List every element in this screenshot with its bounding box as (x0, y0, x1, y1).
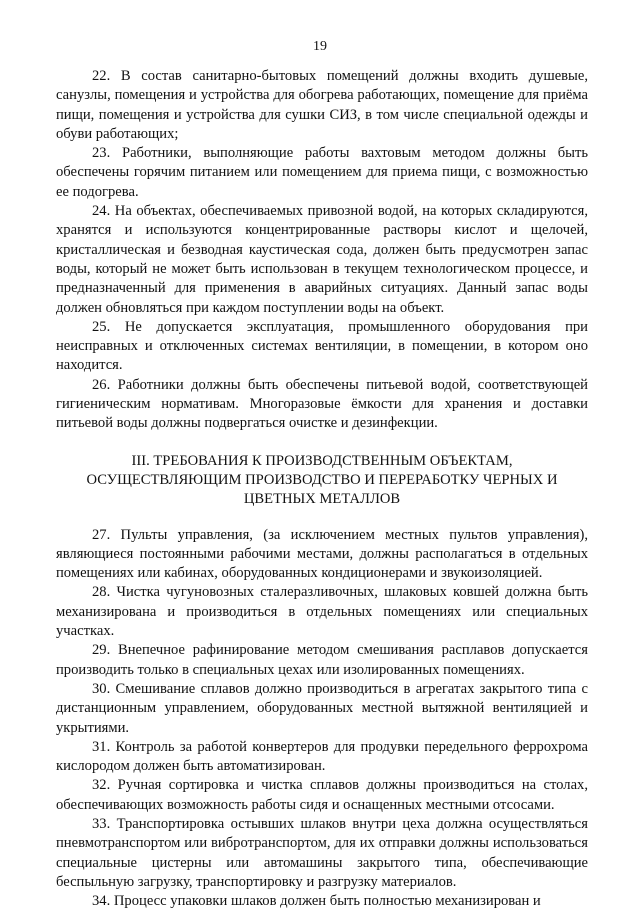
paragraph-25: 25. Не допускается эксплуатация, промышленного оборудования при неисправных и отключенных системах вентиляции, в помещении, в котором оно находится. (56, 318, 588, 374)
section-heading-line: ЦВЕТНЫХ МЕТАЛЛОВ (243, 491, 401, 508)
paragraph-32: 32. Ручная сортировка и чистка сплавов должны производиться на столах, обеспечивающих возможность работы сидя и оснащенных местными отсосами. (56, 777, 588, 813)
paragraph-22: 22. В состав санитарно-бытовых помещений должны входить душевые, санузлы, помещения и устройства для обогрева работающих, помещение для приёма пищи, помещения и устройства для сушки СИЗ, в том числе специальной одежды и обуви работающих; (56, 68, 588, 142)
paragraph-23: 23. Работники, выполняющие работы вахтовым методом должны быть обеспечены горячим питанием или помещением для приема пищи, с возможностью ее подогрева. (56, 145, 588, 200)
section-heading (56, 452, 588, 510)
paragraph-24: 24. На объектах, обеспечиваемых привозной водой, на которых складируются, хранятся и используются концентрированные растворы кислот и щелочей, кристаллическая и безводная каустическая сода, должен быть предусмотрен запас воды, который не может быть использован в текущем технологическом процессе, и предназначенный для применения в аварийных ситуациях. Данный запас воды должен обновляться при каждом поступлении воды на объект. (56, 203, 588, 316)
paragraph-28: 28. Чистка чугуновозных сталеразливочных, шлаковых ковшей должна быть механизирована и производиться в отдельных помещениях или специальных участках. (56, 584, 588, 640)
paragraph-30: 30. Смешивание сплавов должно производиться в агрегатах закрытого типа с дистанционным управлением, оборудованных местной вытяжной вентиляцией и укрытиями. (56, 680, 588, 736)
section-heading-line: III. ТРЕБОВАНИЯ К ПРОИЗВОДСТВЕННЫМ ОБЪЕКТАМ, (131, 452, 513, 469)
page-number: 19 (313, 39, 327, 54)
paragraph-34: 34. Процесс упаковки шлаков должен быть полностью механизирован и (92, 893, 541, 910)
section-heading-line: ОСУЩЕСТВЛЯЮЩИМ ПРОИЗВОДСТВО И ПЕРЕРАБОТКУ ЧЕРНЫХ И (86, 471, 558, 488)
paragraph-31: 31. Контроль за работой конвертеров для продувки передельного феррохрома кислородом должен быть автоматизирован. (56, 738, 588, 775)
paragraph-26: 26. Работники должны быть обеспечены питьевой водой, соответствующей гигиеническим нормативам. Многоразовые ёмкости для хранения и доставки питьевой воды должны подвергаться очистке и дезинфекции. (56, 376, 588, 432)
paragraph-27: 27. Пульты управления, (за исключением местных пультов управления), являющиеся постоянными рабочими местами, должны располагаться в отдельных помещениях или кабинах, оборудованных кондиционерами и звукоизоляцией. (56, 526, 588, 582)
paragraph-29: 29. Внепечное рафинирование методом смешивания расплавов допускается производить только в специальных цехах или изолированных помещениях. (56, 642, 588, 678)
document-body (56, 67, 588, 911)
paragraph-33: 33. Транспортировка остывших шлаков внутри цеха должна осуществляться пневмотранспортом или вибротранспортом, для их отправки должны использоваться специальные цистерны или автомашины закрытого типа, обеспечивающие беспыльную загрузку, транспортировку и разгрузку материалов. (56, 815, 588, 890)
